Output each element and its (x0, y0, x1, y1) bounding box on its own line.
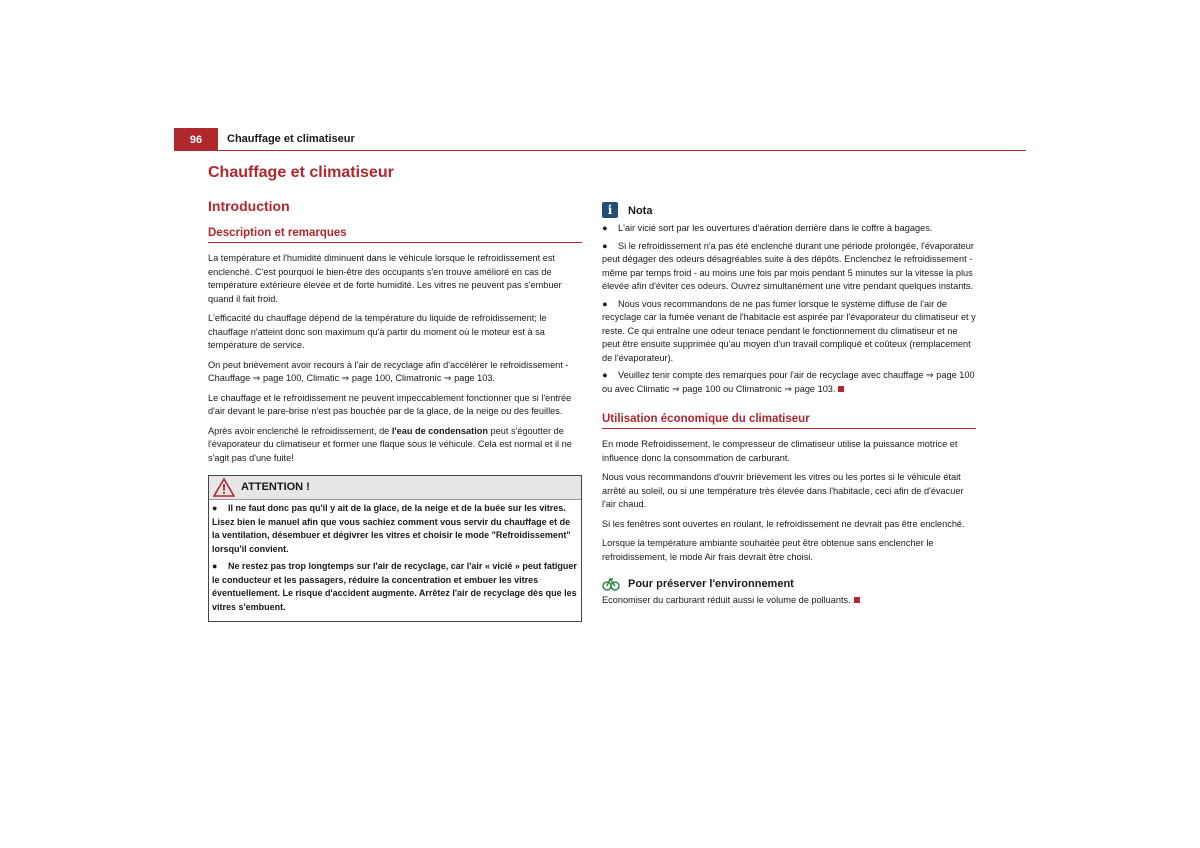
page-header (174, 128, 1026, 151)
end-mark-icon (838, 386, 844, 392)
note-item (602, 369, 976, 396)
note-item-text: Si le refroidissement n'a pas été enclenché durant une période prolongée, l'évaporateur peut dégager des odeurs désagréables suite à des dépôts. Enclenchez le refroidissement - même par temps froid - au moins une fois par mois pendant 5 minutes sur la vitesse la plus élevée afin d'éviter ces odeurs. Ouvrez simultanément une vitre pendant quelques instants. (602, 240, 974, 291)
environment-text (602, 594, 976, 608)
warning-item-text: Il ne faut donc pas qu'il y ait de la glace, de la neige et de la buée sur les vitres. Lisez bien le manuel afin que vous sachiez comment vous servir du chauffage et de la ventilation, désembuer et dégivrer les vitres et choisir le mode "Refroidissement" lorsqu'il convient. (212, 503, 571, 554)
bullet-icon: ● (602, 240, 608, 251)
warning-item (212, 560, 577, 614)
section-title: Introduction (208, 198, 290, 214)
note-title: Nota (628, 205, 653, 217)
environment-icon (602, 575, 620, 592)
warning-item (212, 502, 577, 556)
paragraph: En mode Refroidissement, le compresseur de climatiseur utilise la puissance motrice et influence donc la consommation de carburant. (602, 439, 958, 463)
paragraph-emphasis: l'eau de condensation (391, 425, 488, 436)
note-item (602, 240, 976, 294)
warning-box (208, 475, 582, 622)
paragraph: On peut brièvement avoir recours à l'air de recyclage afin d'accélérer le refroidissement - Chauffage ⇒ page 100, Climatic ⇒ page 100, Climatronic ⇒ page 103. (208, 359, 569, 383)
subsection-title: Utilisation économique du climatiseur (602, 412, 976, 429)
note-item-text: Nous vous recommandons de ne pas fumer lorsque le système diffuse de l'air de recyclage car la fumée venant de l'habitacle est aspirée par l'évaporateur du climatiseur et y reste. Ce qui entraîne une odeur tenace pendant le fonctionnement du climatiseur et ne peut être ensuite supprimée qu'au moyen d'un travail compliqué et coûteux (remplacement de l'évaporateur). (602, 298, 976, 363)
paragraph: Nous vous recommandons d'ouvrir brièvement les vitres ou les portes si le véhicule était arrêté au soleil, ou si une température très élevée dans l'habitacle, ceci afin de d'évacuer l'air chaud. (602, 472, 964, 509)
warning-title: ATTENTION ! (241, 481, 310, 493)
warning-body (209, 500, 581, 621)
chapter-title: Chauffage et climatiseur (208, 164, 394, 181)
warning-triangle-icon (213, 478, 235, 497)
note-item (602, 298, 976, 366)
paragraph-text: Après avoir enclenché le refroidissement, de (208, 425, 392, 436)
note-header (602, 200, 976, 220)
paragraph: Le chauffage et le refroidissement ne peuvent impeccablement fonctionner que si l'entrée d'air devant le pare-brise n'est pas bouchée par de la glace, de la neige ou des feuilles. (208, 392, 572, 416)
end-mark-icon (854, 597, 860, 603)
note-item-text: L'air vicié sort par les ouvertures d'aération derrière dans le coffre à bagages. (618, 223, 933, 233)
environment-header (602, 574, 976, 594)
running-title: Chauffage et climatiseur (227, 133, 355, 145)
left-column (208, 162, 582, 622)
note-list (602, 222, 976, 396)
paragraph-text: peut s'égoutter de l'évaporateur du climatiseur et former une flaque sous le véhicule. Cela est normal et il ne s'agit pas d'une fuite! (208, 425, 572, 463)
bullet-icon: ● (602, 298, 608, 309)
bullet-icon: ● (212, 503, 218, 513)
info-icon: i (602, 202, 618, 218)
warning-header (209, 476, 581, 500)
environment-title: Pour préserver l'environnement (628, 578, 794, 590)
note-item (602, 222, 976, 236)
environment-text-body: Economiser du carburant réduit aussi le volume de polluants. (602, 595, 851, 605)
bullet-icon: ● (602, 370, 608, 380)
page-number: 96 (174, 128, 218, 150)
note-item-text: Veuillez tenir compte des remarques pour l'air de recyclage avec chauffage ⇒ page 100 ou avec Climatic ⇒ page 100 ou Climatronic ⇒ page 103. (602, 370, 975, 394)
subsection-title: Description et remarques (208, 226, 582, 243)
paragraph: Lorsque la température ambiante souhaitée peut être obtenue sans enclencher le refroidissement, le mode Air frais devrait être choisi. (602, 538, 934, 562)
bullet-icon: ● (602, 223, 608, 233)
warning-item-text: Ne restez pas trop longtemps sur l'air de recyclage, car l'air « vicié » peut fatiguer le conducteur et les passagers, réduire la concentration et embuer les vitres éventuellement. Le risque d'accident augmente. Arrêtez l'air de recyclage dès que les vitres s'embuent. (212, 561, 577, 612)
paragraph: La température et l'humidité diminuent dans le véhicule lorsque le refroidissement est enclenché. C'est pourquoi le bien-être des occupants s'en trouve amélioré en cas de température extérieure élevée et de forte humidité. Les vitres ne peuvent pas s'embuer quand il fait froid. (208, 253, 562, 304)
paragraph: Si les fenêtres sont ouvertes en roulant, le refroidissement ne devrait pas être enclenché. (602, 518, 965, 529)
right-column (602, 200, 976, 614)
paragraph: L'efficacité du chauffage dépend de la température du liquide de refroidissement; le chauffage n'atteint donc son maximum qu'à partir du moment où le moteur est à sa température de service. (208, 313, 547, 350)
bullet-icon: ● (212, 561, 218, 571)
paragraph (208, 425, 582, 466)
